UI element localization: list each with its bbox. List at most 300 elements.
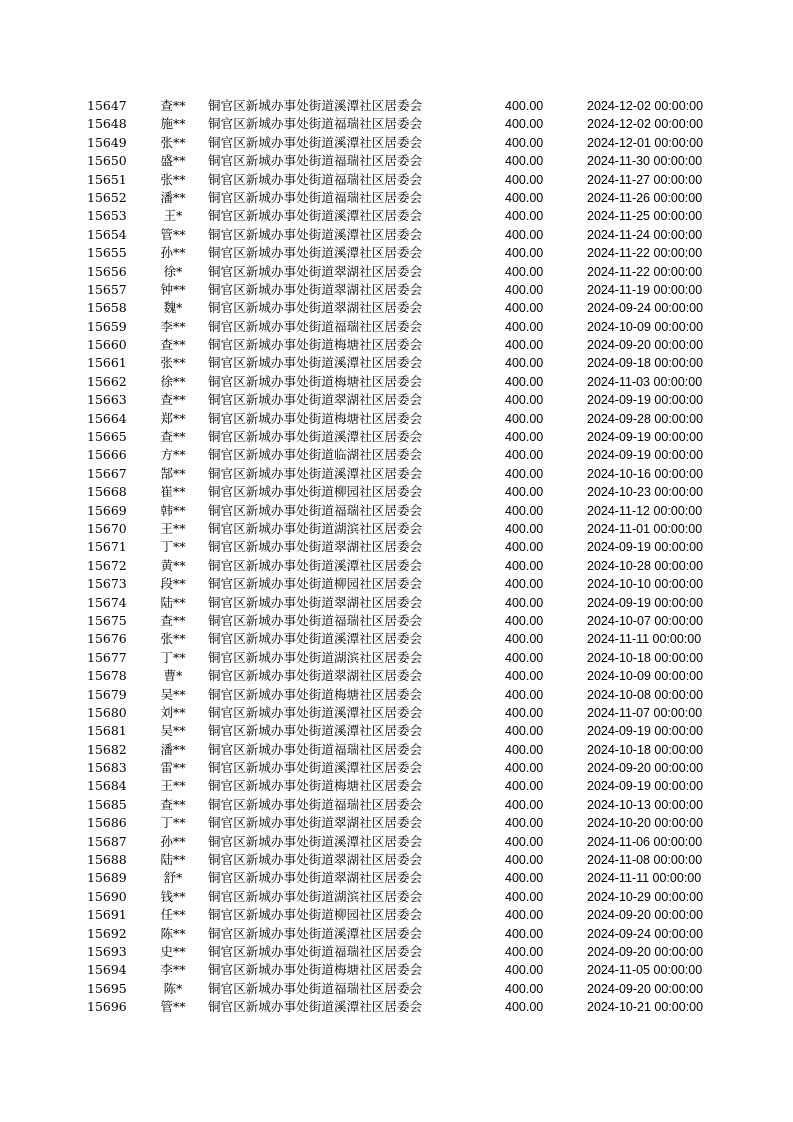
row-amount: 400.00 <box>505 374 544 389</box>
row-id: 15673 <box>87 576 127 592</box>
row-amount: 400.00 <box>505 687 544 702</box>
row-name: 查** <box>160 98 186 113</box>
row-name: 盛** <box>160 153 186 169</box>
table-row <box>0 483 793 501</box>
row-organization: 铜官区新城办事处街道临湖社区居委会 <box>208 447 423 463</box>
row-amount: 400.00 <box>505 393 544 408</box>
row-date: 2024-11-11 00:00:00 <box>587 871 702 886</box>
row-organization: 铜官区新城办事处街道福瑞社区居委会 <box>208 318 423 334</box>
table-row <box>0 575 793 593</box>
row-name: 陆** <box>160 852 186 868</box>
row-id: 15665 <box>87 429 127 445</box>
row-date: 2024-09-19 00:00:00 <box>587 430 704 445</box>
row-amount: 400.00 <box>505 595 544 610</box>
row-organization: 铜官区新城办事处街道翠湖社区居委会 <box>208 668 423 684</box>
row-date: 2024-10-28 00:00:00 <box>587 558 704 573</box>
row-date: 2024-11-26 00:00:00 <box>587 190 703 205</box>
table-row <box>0 446 793 464</box>
row-id: 15687 <box>87 833 127 849</box>
table-row <box>0 814 793 832</box>
row-id: 15694 <box>87 962 127 978</box>
row-id: 15658 <box>87 300 127 316</box>
row-id: 15666 <box>87 447 127 463</box>
row-name: 王** <box>160 778 186 794</box>
row-amount: 400.00 <box>505 632 544 647</box>
row-amount: 400.00 <box>505 944 544 959</box>
table-row <box>0 961 793 979</box>
row-name: 韩** <box>160 502 186 518</box>
row-amount: 400.00 <box>505 301 544 316</box>
row-amount: 400.00 <box>505 926 544 941</box>
row-amount: 400.00 <box>505 650 544 665</box>
row-date: 2024-09-19 00:00:00 <box>587 393 704 408</box>
row-name: 施** <box>160 116 186 132</box>
row-organization: 铜官区新城办事处街道溪潭社区居委会 <box>208 999 423 1015</box>
row-date: 2024-12-01 00:00:00 <box>587 135 704 150</box>
row-date: 2024-10-10 00:00:00 <box>587 577 704 592</box>
row-name: 孙** <box>160 245 186 261</box>
row-organization: 铜官区新城办事处街道福瑞社区居委会 <box>208 116 423 132</box>
row-name: 吴** <box>160 723 186 739</box>
table-row <box>0 134 793 152</box>
table-row <box>0 318 793 336</box>
row-id: 15675 <box>87 612 127 628</box>
row-name: 钟** <box>160 281 186 297</box>
row-organization: 铜官区新城办事处街道溪潭社区居委会 <box>208 704 423 720</box>
row-id: 15656 <box>87 263 127 279</box>
row-id: 15670 <box>87 520 127 536</box>
row-amount: 400.00 <box>505 319 544 334</box>
row-date: 2024-10-08 00:00:00 <box>587 687 704 702</box>
row-date: 2024-11-19 00:00:00 <box>587 282 703 297</box>
row-organization: 铜官区新城办事处街道福瑞社区居委会 <box>208 612 423 628</box>
row-name: 潘** <box>160 741 186 757</box>
table-row <box>0 759 793 777</box>
table-row <box>0 851 793 869</box>
row-name: 潘** <box>160 189 186 205</box>
row-amount: 400.00 <box>505 779 544 794</box>
row-amount: 400.00 <box>505 503 544 518</box>
row-date: 2024-11-07 00:00:00 <box>587 705 703 720</box>
row-amount: 400.00 <box>505 761 544 776</box>
row-organization: 铜官区新城办事处街道梅塘社区居委会 <box>208 686 423 702</box>
row-id: 15688 <box>87 852 127 868</box>
row-organization: 铜官区新城办事处街道湖滨社区居委会 <box>208 520 423 536</box>
row-organization: 铜官区新城办事处街道梅塘社区居委会 <box>208 962 423 978</box>
table-row <box>0 97 793 115</box>
row-name: 雷** <box>160 760 186 776</box>
row-date: 2024-11-30 00:00:00 <box>587 154 703 169</box>
row-amount: 400.00 <box>505 190 544 205</box>
table-row <box>0 465 793 483</box>
row-amount: 400.00 <box>505 282 544 297</box>
row-organization: 铜官区新城办事处街道溪潭社区居委会 <box>208 355 423 371</box>
row-date: 2024-10-23 00:00:00 <box>587 485 704 500</box>
row-name: 查** <box>160 392 186 408</box>
row-amount: 400.00 <box>505 411 544 426</box>
row-organization: 铜官区新城办事处街道柳园社区居委会 <box>208 484 423 500</box>
row-amount: 400.00 <box>505 356 544 371</box>
row-id: 15672 <box>87 557 127 573</box>
row-amount: 400.00 <box>505 908 544 923</box>
row-amount: 400.00 <box>505 558 544 573</box>
row-name: 方** <box>160 447 186 463</box>
table-row <box>0 943 793 961</box>
row-amount: 400.00 <box>505 724 544 739</box>
row-id: 15668 <box>87 484 127 500</box>
row-amount: 400.00 <box>505 485 544 500</box>
row-date: 2024-12-02 00:00:00 <box>587 117 704 132</box>
row-name: 张** <box>160 631 186 647</box>
row-name: 史** <box>160 943 186 959</box>
row-id: 15679 <box>87 686 127 702</box>
table-row <box>0 502 793 520</box>
row-organization: 铜官区新城办事处街道溪潭社区居委会 <box>208 245 423 261</box>
table-row <box>0 115 793 133</box>
row-organization: 铜官区新城办事处街道翠湖社区居委会 <box>208 870 423 886</box>
row-amount: 400.00 <box>505 853 544 868</box>
row-date: 2024-10-13 00:00:00 <box>587 797 704 812</box>
row-amount: 400.00 <box>505 264 544 279</box>
row-name: 任** <box>160 907 186 923</box>
table-row <box>0 630 793 648</box>
row-date: 2024-09-19 00:00:00 <box>587 724 704 739</box>
row-name: 徐** <box>160 373 186 389</box>
row-date: 2024-10-18 00:00:00 <box>587 650 704 665</box>
row-date: 2024-11-01 00:00:00 <box>587 521 703 536</box>
row-id: 15650 <box>87 153 127 169</box>
row-amount: 400.00 <box>505 172 544 187</box>
row-organization: 铜官区新城办事处街道柳园社区居委会 <box>208 576 423 592</box>
row-amount: 400.00 <box>505 613 544 628</box>
table-row <box>0 833 793 851</box>
row-id: 15655 <box>87 245 127 261</box>
row-amount: 400.00 <box>505 889 544 904</box>
row-amount: 400.00 <box>505 1000 544 1015</box>
row-date: 2024-10-18 00:00:00 <box>587 742 704 757</box>
row-organization: 铜官区新城办事处街道溪潭社区居委会 <box>208 760 423 776</box>
table-row <box>0 410 793 428</box>
row-date: 2024-10-20 00:00:00 <box>587 816 704 831</box>
row-name: 王** <box>160 520 186 536</box>
row-organization: 铜官区新城办事处街道梅塘社区居委会 <box>208 778 423 794</box>
row-amount: 400.00 <box>505 246 544 261</box>
row-organization: 铜官区新城办事处街道翠湖社区居委会 <box>208 815 423 831</box>
row-id: 15685 <box>87 796 127 812</box>
row-id: 15674 <box>87 594 127 610</box>
table-row <box>0 354 793 372</box>
row-name: 查** <box>160 337 186 353</box>
table-row <box>0 520 793 538</box>
table-row <box>0 428 793 446</box>
row-amount: 400.00 <box>505 448 544 463</box>
row-amount: 400.00 <box>505 430 544 445</box>
row-organization: 铜官区新城办事处街道福瑞社区居委会 <box>208 980 423 996</box>
records-table <box>0 97 793 1017</box>
row-id: 15649 <box>87 134 127 150</box>
row-organization: 铜官区新城办事处街道溪潭社区居委会 <box>208 465 423 481</box>
row-date: 2024-10-09 00:00:00 <box>587 669 704 684</box>
row-id: 15657 <box>87 281 127 297</box>
row-id: 15686 <box>87 815 127 831</box>
row-amount: 400.00 <box>505 981 544 996</box>
table-row <box>0 336 793 354</box>
row-id: 15661 <box>87 355 127 371</box>
row-organization: 铜官区新城办事处街道柳园社区居委会 <box>208 907 423 923</box>
row-name: 陈** <box>160 925 186 941</box>
row-date: 2024-09-24 00:00:00 <box>587 926 704 941</box>
row-name: 曹* <box>163 668 183 684</box>
row-name: 张** <box>160 355 186 371</box>
row-name: 舒* <box>163 870 183 886</box>
row-name: 张** <box>160 134 186 150</box>
row-amount: 400.00 <box>505 963 544 978</box>
row-organization: 铜官区新城办事处街道溪潭社区居委会 <box>208 833 423 849</box>
row-organization: 铜官区新城办事处街道梅塘社区居委会 <box>208 373 423 389</box>
table-row <box>0 299 793 317</box>
table-row <box>0 980 793 998</box>
row-organization: 铜官区新城办事处街道梅塘社区居委会 <box>208 410 423 426</box>
row-name: 李** <box>160 962 186 978</box>
row-date: 2024-11-05 00:00:00 <box>587 963 703 978</box>
table-row <box>0 888 793 906</box>
row-date: 2024-10-21 00:00:00 <box>587 1000 704 1015</box>
row-name: 张** <box>160 171 186 187</box>
row-date: 2024-11-12 00:00:00 <box>587 503 703 518</box>
row-date: 2024-09-19 00:00:00 <box>587 595 704 610</box>
table-row <box>0 263 793 281</box>
row-date: 2024-11-27 00:00:00 <box>587 172 703 187</box>
row-name: 王* <box>163 208 183 224</box>
row-id: 15653 <box>87 208 127 224</box>
row-name: 吴** <box>160 686 186 702</box>
row-amount: 400.00 <box>505 209 544 224</box>
table-row <box>0 207 793 225</box>
row-id: 15654 <box>87 226 127 242</box>
row-name: 魏* <box>163 300 183 316</box>
row-name: 钱** <box>160 888 186 904</box>
row-id: 15690 <box>87 888 127 904</box>
row-name: 查** <box>160 796 186 812</box>
row-organization: 铜官区新城办事处街道福瑞社区居委会 <box>208 189 423 205</box>
row-id: 15663 <box>87 392 127 408</box>
row-amount: 400.00 <box>505 871 544 886</box>
row-id: 15683 <box>87 760 127 776</box>
row-organization: 铜官区新城办事处街道翠湖社区居委会 <box>208 594 423 610</box>
row-date: 2024-12-02 00:00:00 <box>587 99 704 113</box>
row-id: 15667 <box>87 465 127 481</box>
row-organization: 铜官区新城办事处街道梅塘社区居委会 <box>208 337 423 353</box>
row-amount: 400.00 <box>505 466 544 481</box>
row-id: 15680 <box>87 704 127 720</box>
row-date: 2024-09-19 00:00:00 <box>587 540 704 555</box>
table-row <box>0 869 793 887</box>
row-id: 15689 <box>87 870 127 886</box>
row-amount: 400.00 <box>505 705 544 720</box>
table-row <box>0 925 793 943</box>
row-name: 郑** <box>160 410 186 426</box>
row-amount: 400.00 <box>505 338 544 353</box>
row-id: 15669 <box>87 502 127 518</box>
row-date: 2024-10-07 00:00:00 <box>587 613 704 628</box>
row-date: 2024-09-20 00:00:00 <box>587 338 704 353</box>
row-organization: 铜官区新城办事处街道溪潭社区居委会 <box>208 134 423 150</box>
row-date: 2024-11-22 00:00:00 <box>587 264 703 279</box>
row-id: 15677 <box>87 649 127 665</box>
row-name: 段** <box>160 576 186 592</box>
table-row <box>0 998 793 1016</box>
row-organization: 铜官区新城办事处街道翠湖社区居委会 <box>208 539 423 555</box>
row-id: 15696 <box>87 999 127 1015</box>
table-row <box>0 171 793 189</box>
table-row <box>0 686 793 704</box>
row-organization: 铜官区新城办事处街道翠湖社区居委会 <box>208 300 423 316</box>
row-organization: 铜官区新城办事处街道溪潭社区居委会 <box>208 208 423 224</box>
row-name: 丁** <box>160 649 186 665</box>
row-organization: 铜官区新城办事处街道湖滨社区居委会 <box>208 649 423 665</box>
row-amount: 400.00 <box>505 227 544 242</box>
row-date: 2024-10-16 00:00:00 <box>587 466 704 481</box>
row-amount: 400.00 <box>505 135 544 150</box>
table-row <box>0 226 793 244</box>
row-id: 15651 <box>87 171 127 187</box>
row-date: 2024-11-22 00:00:00 <box>587 246 703 261</box>
row-organization: 铜官区新城办事处街道翠湖社区居委会 <box>208 392 423 408</box>
row-organization: 铜官区新城办事处街道溪潭社区居委会 <box>208 98 423 113</box>
row-organization: 铜官区新城办事处街道福瑞社区居委会 <box>208 171 423 187</box>
row-id: 15648 <box>87 116 127 132</box>
row-organization: 铜官区新城办事处街道溪潭社区居委会 <box>208 631 423 647</box>
row-date: 2024-09-18 00:00:00 <box>587 356 704 371</box>
row-organization: 铜官区新城办事处街道溪潭社区居委会 <box>208 557 423 573</box>
table-row <box>0 152 793 170</box>
row-name: 黄** <box>160 557 186 573</box>
row-organization: 铜官区新城办事处街道溪潭社区居委会 <box>208 723 423 739</box>
row-date: 2024-10-29 00:00:00 <box>587 889 704 904</box>
row-amount: 400.00 <box>505 99 544 113</box>
table-row <box>0 391 793 409</box>
row-amount: 400.00 <box>505 540 544 555</box>
row-organization: 铜官区新城办事处街道福瑞社区居委会 <box>208 796 423 812</box>
row-organization: 铜官区新城办事处街道翠湖社区居委会 <box>208 281 423 297</box>
row-date: 2024-11-11 00:00:00 <box>587 632 702 647</box>
row-organization: 铜官区新城办事处街道翠湖社区居委会 <box>208 852 423 868</box>
row-name: 孙** <box>160 833 186 849</box>
row-id: 15695 <box>87 980 127 996</box>
row-organization: 铜官区新城办事处街道翠湖社区居委会 <box>208 263 423 279</box>
row-organization: 铜官区新城办事处街道福瑞社区居委会 <box>208 502 423 518</box>
row-name: 丁** <box>160 815 186 831</box>
row-date: 2024-11-06 00:00:00 <box>587 834 703 849</box>
row-date: 2024-11-25 00:00:00 <box>587 209 703 224</box>
row-id: 15684 <box>87 778 127 794</box>
row-id: 15671 <box>87 539 127 555</box>
row-date: 2024-09-20 00:00:00 <box>587 981 704 996</box>
row-name: 徐* <box>163 263 183 279</box>
table-row <box>0 594 793 612</box>
row-amount: 400.00 <box>505 669 544 684</box>
row-id: 15664 <box>87 410 127 426</box>
table-row <box>0 649 793 667</box>
row-amount: 400.00 <box>505 816 544 831</box>
row-name: 李** <box>160 318 186 334</box>
row-id: 15659 <box>87 318 127 334</box>
row-id: 15681 <box>87 723 127 739</box>
row-id: 15660 <box>87 337 127 353</box>
row-name: 管** <box>160 999 186 1015</box>
row-amount: 400.00 <box>505 521 544 536</box>
row-id: 15691 <box>87 907 127 923</box>
row-organization: 铜官区新城办事处街道溪潭社区居委会 <box>208 226 423 242</box>
row-date: 2024-11-08 00:00:00 <box>587 853 703 868</box>
table-row <box>0 796 793 814</box>
row-amount: 400.00 <box>505 577 544 592</box>
row-id: 15662 <box>87 373 127 389</box>
table-row <box>0 373 793 391</box>
row-id: 15676 <box>87 631 127 647</box>
row-date: 2024-09-19 00:00:00 <box>587 779 704 794</box>
row-organization: 铜官区新城办事处街道福瑞社区居委会 <box>208 943 423 959</box>
row-organization: 铜官区新城办事处街道溪潭社区居委会 <box>208 925 423 941</box>
row-date: 2024-09-28 00:00:00 <box>587 411 704 426</box>
table-row <box>0 741 793 759</box>
row-date: 2024-11-24 00:00:00 <box>587 227 703 242</box>
row-id: 15678 <box>87 668 127 684</box>
row-amount: 400.00 <box>505 117 544 132</box>
row-name: 陆** <box>160 594 186 610</box>
row-id: 15693 <box>87 943 127 959</box>
row-organization: 铜官区新城办事处街道福瑞社区居委会 <box>208 153 423 169</box>
row-organization: 铜官区新城办事处街道溪潭社区居委会 <box>208 429 423 445</box>
row-name: 丁** <box>160 539 186 555</box>
row-name: 管** <box>160 226 186 242</box>
row-id: 15682 <box>87 741 127 757</box>
row-id: 15692 <box>87 925 127 941</box>
row-name: 崔** <box>160 484 186 500</box>
table-row <box>0 189 793 207</box>
row-id: 15652 <box>87 189 127 205</box>
row-id: 15647 <box>87 98 127 113</box>
table-row <box>0 667 793 685</box>
row-date: 2024-10-09 00:00:00 <box>587 319 704 334</box>
table-row <box>0 906 793 924</box>
row-amount: 400.00 <box>505 154 544 169</box>
row-date: 2024-09-19 00:00:00 <box>587 448 704 463</box>
table-row <box>0 281 793 299</box>
table-row <box>0 244 793 262</box>
table-row <box>0 722 793 740</box>
row-name: 刘** <box>160 704 186 720</box>
row-date: 2024-09-20 00:00:00 <box>587 908 704 923</box>
table-row <box>0 777 793 795</box>
table-row <box>0 538 793 556</box>
row-name: 查** <box>160 612 186 628</box>
row-amount: 400.00 <box>505 797 544 812</box>
row-amount: 400.00 <box>505 742 544 757</box>
row-organization: 铜官区新城办事处街道福瑞社区居委会 <box>208 741 423 757</box>
row-name: 郜** <box>160 465 186 481</box>
row-date: 2024-09-20 00:00:00 <box>587 761 704 776</box>
row-date: 2024-11-03 00:00:00 <box>587 374 703 389</box>
table-row <box>0 704 793 722</box>
row-organization: 铜官区新城办事处街道湖滨社区居委会 <box>208 888 423 904</box>
row-date: 2024-09-20 00:00:00 <box>587 944 704 959</box>
row-date: 2024-09-24 00:00:00 <box>587 301 704 316</box>
row-name: 陈* <box>163 980 183 996</box>
table-row <box>0 612 793 630</box>
table-row <box>0 557 793 575</box>
row-amount: 400.00 <box>505 834 544 849</box>
